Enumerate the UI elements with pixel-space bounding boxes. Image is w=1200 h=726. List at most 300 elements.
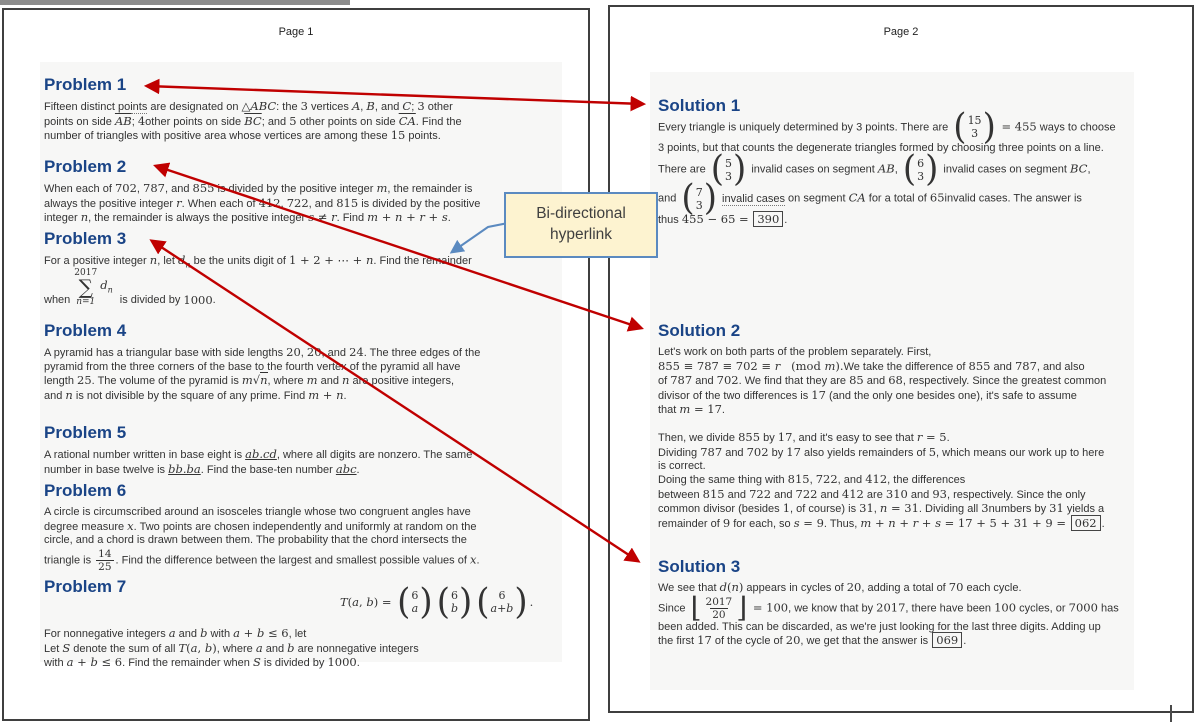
text-run: . <box>212 293 216 306</box>
math-run: s <box>308 210 315 224</box>
text-run: and <box>907 488 933 501</box>
math-run: = 9 <box>799 515 824 530</box>
problem-4-text <box>44 346 552 403</box>
text-run: , <box>280 197 287 210</box>
text-run: . Thus, <box>823 517 861 530</box>
dotted-term: invalid cases <box>722 192 785 205</box>
math-run: △ <box>241 99 251 113</box>
math-run: (mod <box>780 358 825 373</box>
math-run: + <box>240 626 257 640</box>
math-run: 2017 <box>876 599 906 614</box>
text-run: divisor of the two differences is <box>658 389 812 402</box>
math-run: n <box>888 515 896 530</box>
callout-box <box>504 192 658 258</box>
text-run: by <box>768 446 787 459</box>
math-run: s <box>935 515 941 530</box>
math-run: 17 <box>697 633 712 647</box>
solution-2-paragraph-2 <box>658 431 1146 474</box>
problem-7-heading[interactable]: Problem 7 <box>44 577 127 596</box>
text-run: , and <box>374 101 403 113</box>
text-run: and <box>317 375 343 387</box>
text-run: common divisor (besides <box>658 503 783 515</box>
math-run: , <box>197 640 205 655</box>
text-run: each cycle. <box>963 582 1022 594</box>
text-run: that <box>658 404 680 416</box>
text-run: between <box>658 488 703 501</box>
text-run: . Find the difference between the largest and smallest possible values of <box>115 553 470 566</box>
math-run: r <box>419 210 425 224</box>
math-run: ≤ 6 <box>97 655 123 669</box>
solution-2-heading[interactable]: Solution 2 <box>658 321 741 340</box>
text-run: , and also <box>1036 360 1085 373</box>
problem-5-heading[interactable]: Problem 5 <box>44 423 127 442</box>
boxed-answer: 062 <box>1071 515 1101 531</box>
math-run: m <box>308 387 320 402</box>
math-run: 1 <box>782 501 791 515</box>
math-run: 25 <box>77 373 92 387</box>
text-run: triangle is <box>44 553 95 566</box>
page-1-label: Page 1 <box>278 26 314 38</box>
math-run: 815 <box>336 195 359 210</box>
binomial-coefficient: ( 15 3 ) <box>953 105 996 148</box>
text-run: , <box>809 474 816 486</box>
text-run: ; and <box>261 115 290 128</box>
text-run: thus <box>658 214 682 227</box>
math-run: r <box>916 430 923 444</box>
text-run: length <box>44 375 78 387</box>
text-run: , <box>873 503 880 515</box>
math-run: n <box>336 387 344 402</box>
math-run: 20 <box>785 633 801 647</box>
text-run: degree measure <box>44 520 128 533</box>
binomial-coefficient: ( 6 3 ) <box>902 148 939 191</box>
text-run: when <box>44 293 71 306</box>
math-run: 722 <box>815 472 838 486</box>
text-run: is divided by <box>260 657 328 669</box>
binomial-coefficient: ( 6 a ) <box>397 580 433 623</box>
text-run: , <box>136 183 144 195</box>
text-run: invalid cases on segment <box>940 163 1070 176</box>
text-run: is divided by the positive <box>358 197 481 210</box>
text-run: denote the sum of all <box>70 642 179 655</box>
problem-4-heading[interactable]: Problem 4 <box>44 321 127 340</box>
text-run: , respectively. Since the only <box>946 488 1086 501</box>
math-run: 787 <box>143 181 165 195</box>
math-run: 31 <box>1049 501 1064 515</box>
math-run: 310 <box>885 486 908 501</box>
text-run: number of triangles with positive area whose vertices are among these <box>44 130 391 142</box>
text-run: . The three edges of the <box>363 347 481 359</box>
math-run: 9 <box>722 515 731 530</box>
math-run: m <box>367 210 379 224</box>
text-run: remainder of <box>658 517 723 530</box>
math-run: + <box>918 515 936 530</box>
text-run: Since <box>658 601 689 614</box>
math-run: a <box>352 594 360 609</box>
text-run: A circle is circumscribed around an isosceles triangle whose two congruent angles have <box>44 506 471 518</box>
text-run: (and the only one besides one), it's safe to assume <box>825 389 1077 402</box>
text-run: and <box>863 375 889 387</box>
text-run: and <box>262 642 288 655</box>
text-run: and <box>990 360 1015 373</box>
text-run: . Two points are chosen independently and uniformly at random on the <box>133 520 477 533</box>
math-run: + <box>378 210 396 224</box>
math-run: 17 <box>786 444 801 459</box>
math-run: 100 <box>994 599 1017 614</box>
text-run: . Find the <box>415 115 462 128</box>
text-run: is not divisible by the square of any prime. Find <box>72 389 309 402</box>
text-run: . <box>356 463 360 476</box>
text-run: has <box>1097 601 1119 614</box>
math-run: n <box>365 253 374 267</box>
text-run: We see that <box>658 582 720 594</box>
problem-1-text <box>44 100 552 144</box>
text-run: pyramid from the three corners of the base to the fourth vertex of the pyramid all have <box>44 360 461 373</box>
math-run: 702 <box>746 444 769 459</box>
math-run: 3 <box>981 501 989 515</box>
math-run: T <box>340 594 348 609</box>
math-run: ). <box>835 358 844 373</box>
text-run: For nonnegative integers <box>44 628 169 640</box>
math-run: n <box>879 501 888 515</box>
math-run: s <box>441 210 448 224</box>
text-run: , the differences <box>887 474 966 486</box>
text-run: also yields remainders of <box>800 446 929 459</box>
solution-3-text <box>658 581 1146 649</box>
problem-5-text <box>44 448 552 477</box>
text-run: points. <box>405 130 441 142</box>
problem-6-heading[interactable]: Problem 6 <box>44 481 127 500</box>
binomial-coefficient: ( 6 a+b ) <box>476 580 528 623</box>
math-run: 412 <box>841 486 864 501</box>
math-run: S <box>62 640 71 655</box>
text-run: circle, and a chord is drawn between them. The probability that the chord intersects the <box>44 534 467 546</box>
math-run: n <box>149 253 158 267</box>
text-run: , <box>300 347 307 359</box>
text-run: Doing the same thing with <box>658 474 788 486</box>
math-run: 15 <box>390 128 406 142</box>
text-run: , we know that by <box>788 601 877 614</box>
dotted-term: points <box>117 101 148 113</box>
solution-1-heading[interactable]: Solution 1 <box>658 96 741 115</box>
text-run: invalid cases on segment <box>748 163 878 176</box>
math-run: ) = <box>373 594 396 609</box>
math-run: b <box>204 640 213 655</box>
text-run: appears in cycles of <box>743 582 847 594</box>
math-run: ABC <box>250 99 277 113</box>
math-run: 5 <box>289 113 297 128</box>
math-run: 17 <box>777 430 793 444</box>
text-run: . <box>343 389 347 402</box>
math-run: a <box>190 640 198 655</box>
math-run: a <box>168 626 176 640</box>
text-run: always the positive integer <box>44 197 177 210</box>
math-run: x <box>127 518 134 533</box>
math-run: 65 <box>929 190 945 205</box>
math-run: m <box>306 373 318 387</box>
math-run: 702 <box>716 373 739 387</box>
underlined-math: ab.cd <box>245 447 277 461</box>
math-run: = 455 <box>997 119 1037 134</box>
math-run: 70 <box>948 580 964 594</box>
text-run: for each, so <box>730 517 794 530</box>
text-run: for a total of <box>865 192 930 205</box>
text-run: 3 points, but that counts the degenerate triangles formed by choosing three points on a line. <box>658 141 1104 154</box>
subscripted-math: $d_n$ <box>178 253 191 270</box>
math-run: AB <box>877 161 895 176</box>
window-edge-bar <box>0 0 350 5</box>
text-run: When each of <box>44 183 115 195</box>
math-run: m <box>860 515 872 530</box>
math-run: 1 + 2 + ⋯ + <box>288 253 366 267</box>
text-run: ; <box>131 115 138 128</box>
callout-text: Bi-directional hyperlink <box>536 205 626 243</box>
text-run: on segment <box>785 192 849 205</box>
math-run: + <box>73 655 91 669</box>
text-run: , and <box>837 474 866 486</box>
math-run: + <box>402 210 420 224</box>
math-run: x <box>469 551 477 566</box>
text-run: There are <box>658 163 709 176</box>
math-run: 702 <box>114 181 137 195</box>
text-run: . The volume of the pyramid is <box>91 375 242 387</box>
math-run: m <box>376 181 388 195</box>
text-run: : the <box>276 101 301 113</box>
text-run: yields a <box>1063 503 1105 515</box>
text-run: other points on side <box>145 115 245 128</box>
text-run: . <box>784 214 788 227</box>
problem-1-heading[interactable]: Problem 1 <box>44 75 127 94</box>
problem-2-text <box>44 182 552 226</box>
solution-2-paragraph-3 <box>658 473 1146 531</box>
math-run: = 100 <box>749 599 789 614</box>
text-run: . <box>1101 517 1105 530</box>
text-run: and <box>44 389 66 402</box>
math-run: a <box>233 626 240 640</box>
text-run: , the remainder is <box>387 183 473 195</box>
text-run: be the units digit of <box>190 255 289 267</box>
text-run: . <box>963 635 967 647</box>
text-run: is divided by the positive integer <box>214 183 377 195</box>
text-run: . <box>721 404 725 416</box>
math-run: a <box>255 640 263 655</box>
text-run: is correct. <box>658 460 706 472</box>
math-run: 815 <box>787 472 810 486</box>
math-run: 1000 <box>327 655 357 669</box>
text-run: , there have been <box>905 601 995 614</box>
math-run: m <box>824 358 836 373</box>
math-run: 787 <box>700 444 723 459</box>
math-run: ( <box>347 594 353 609</box>
math-run: d <box>719 580 727 594</box>
math-run: ) <box>212 640 217 655</box>
math-run: n <box>80 210 89 224</box>
problem-7-equation <box>340 580 534 623</box>
text-run: , which means our work up to here <box>936 446 1105 459</box>
math-run: 455 − 65 = <box>681 212 753 227</box>
math-run: S <box>252 655 261 669</box>
math-run: 412 <box>865 472 888 486</box>
text-run: Let's work on both parts of the problem separately. First, <box>658 346 932 358</box>
text-run: . <box>476 553 480 566</box>
text-run: . <box>356 657 360 669</box>
text-run: , where <box>267 375 307 387</box>
text-run: invalid cases. The answer is <box>944 192 1082 205</box>
text-run: , let <box>157 255 178 267</box>
text-run: , where all digits are nonzero. The same <box>276 449 473 461</box>
math-run: T <box>178 640 187 655</box>
text-run: , let <box>288 628 307 640</box>
text-run: and <box>817 488 842 501</box>
text-run: the first <box>658 635 698 647</box>
text-run: , and it's easy to see that <box>792 432 917 444</box>
text-run: ways to choose <box>1036 121 1116 134</box>
text-run: . Dividing all <box>918 503 982 515</box>
math-run: b <box>287 640 295 655</box>
math-run: B <box>366 99 375 113</box>
text-run: are designated on <box>147 101 242 113</box>
math-run: ≤ 6 <box>264 626 289 640</box>
boxed-answer: 069 <box>932 632 962 648</box>
binomial-coefficient: ( 7 3 ) <box>681 177 717 220</box>
math-run: + <box>424 210 442 224</box>
math-run: A <box>351 99 361 113</box>
text-run: , and <box>308 197 337 210</box>
fraction: $\frac{14}{25}$ <box>98 547 112 573</box>
math-run: r <box>912 515 919 530</box>
text-run: . Find the remainder <box>373 255 472 267</box>
solution-3-heading[interactable]: Solution 3 <box>658 557 741 576</box>
math-run: 7000 <box>1068 599 1098 614</box>
text-run: with <box>44 657 67 669</box>
math-run: 815 <box>702 486 725 501</box>
math-run: ( <box>186 640 191 655</box>
math-run: r <box>774 358 781 373</box>
math-run: + <box>871 515 889 530</box>
floor-fraction: ⌊ $\frac{2017}{20}$ ⌋ <box>690 591 748 625</box>
underlined-math: bb.ba <box>168 461 201 476</box>
text-run: points on side <box>44 115 115 128</box>
math-run: 20 <box>306 345 322 359</box>
text-run: . When each of <box>181 197 259 210</box>
math-run: 93 <box>932 486 947 501</box>
math-run: 722 <box>749 486 772 501</box>
math-run: = 31 <box>887 501 919 515</box>
text-run: . We find that they are <box>738 375 850 387</box>
math-run: 5 <box>928 444 937 459</box>
math-run: 722 <box>795 486 818 501</box>
text-run: by <box>760 432 778 444</box>
text-run: ; <box>411 101 418 113</box>
text-run: , respectively. Since the greatest common <box>902 375 1107 387</box>
text-run: , where <box>216 642 256 655</box>
solution-2-paragraph-1 <box>658 346 1146 418</box>
math-run: b <box>256 626 265 640</box>
page-2-label: Page 2 <box>883 26 919 38</box>
math-run: b <box>200 626 208 640</box>
math-run: r <box>331 210 337 224</box>
text-run: number in base twelve is <box>44 463 169 476</box>
summation: 2017 ∑ n=1 $d_n$ <box>74 268 113 307</box>
text-run: . <box>946 432 950 444</box>
math-run: 20 <box>286 345 301 359</box>
math-run: 3 <box>417 99 425 113</box>
text-run: , we get that the answer is <box>800 635 932 647</box>
math-run: 3 <box>300 99 308 113</box>
text-run: with <box>207 628 234 640</box>
problem-2-heading[interactable]: Problem 2 <box>44 157 127 176</box>
text-run: Every triangle is uniquely determined by 3 points. There are <box>658 121 952 134</box>
text-run: . Find <box>336 212 368 224</box>
text-run: integer <box>44 212 81 224</box>
overline-segment: $\overline{CA}$ <box>398 113 416 128</box>
dotted-term: C <box>402 99 412 113</box>
text-run: are <box>863 488 886 501</box>
problem-6-text <box>44 506 552 573</box>
text-run: , of course) is <box>790 503 860 515</box>
text-run: , and <box>164 183 193 195</box>
text-run: , <box>360 101 367 113</box>
problem-3-summation-line <box>44 268 552 307</box>
text-run: . Find the remainder when <box>122 657 253 669</box>
math-run: 1000 <box>183 292 213 307</box>
binomial-coefficient: ( 6 b ) <box>436 580 473 623</box>
text-run: is divided by <box>116 293 184 306</box>
math-run: 4 <box>137 113 146 128</box>
text-run: are positive integers, <box>349 375 455 387</box>
math-run: = 5 <box>922 430 947 444</box>
text-run: and <box>658 192 680 205</box>
math-run: = 17 + 5 + 31 + 9 = <box>940 515 1070 530</box>
math-run: b <box>366 594 374 609</box>
math-run: 20 <box>846 580 862 594</box>
math-run: r <box>176 195 182 210</box>
math-run: b <box>90 655 98 669</box>
math-run: n <box>731 580 739 594</box>
text-run: and <box>692 375 717 387</box>
text-run: A rational number written in base eight is <box>44 449 246 461</box>
math-run: a <box>66 655 74 669</box>
math-run: 412 <box>258 195 281 210</box>
text-run: , and <box>321 347 350 359</box>
math-run: ) <box>738 580 744 594</box>
math-run: ( <box>726 580 732 594</box>
math-run: 855 ≡ 787 ≡ 702 ≡ <box>658 358 775 373</box>
text-run: A pyramid has a triangular base with side lengths <box>44 347 287 359</box>
text-run: been added. This can be discarded, as we're just looking for the last three digits. Adding up <box>658 620 1101 633</box>
text-run: and <box>771 488 796 501</box>
text-run: vertices <box>307 101 352 113</box>
text-run: numbers by <box>988 503 1050 515</box>
math-run: n <box>65 387 73 402</box>
math-run: 787 <box>670 373 693 387</box>
problem-7-text <box>44 627 552 671</box>
math-run: 17 <box>811 387 826 402</box>
text-run: Then, we divide <box>658 432 739 444</box>
math-run: 855 <box>968 358 991 373</box>
text-run: Let <box>44 642 63 655</box>
math-run: + <box>319 387 337 402</box>
math-run: 855 <box>192 181 215 195</box>
text-run: and <box>175 628 201 640</box>
math-run: + <box>895 515 913 530</box>
problem-3-heading[interactable]: Problem 3 <box>44 229 127 248</box>
math-run: n <box>342 373 350 387</box>
text-run: of the cycle of <box>711 635 786 647</box>
overline-segment: $\overline{BC}$ <box>244 113 262 128</box>
math-run: 68 <box>888 373 903 387</box>
text-run: other <box>424 101 453 113</box>
